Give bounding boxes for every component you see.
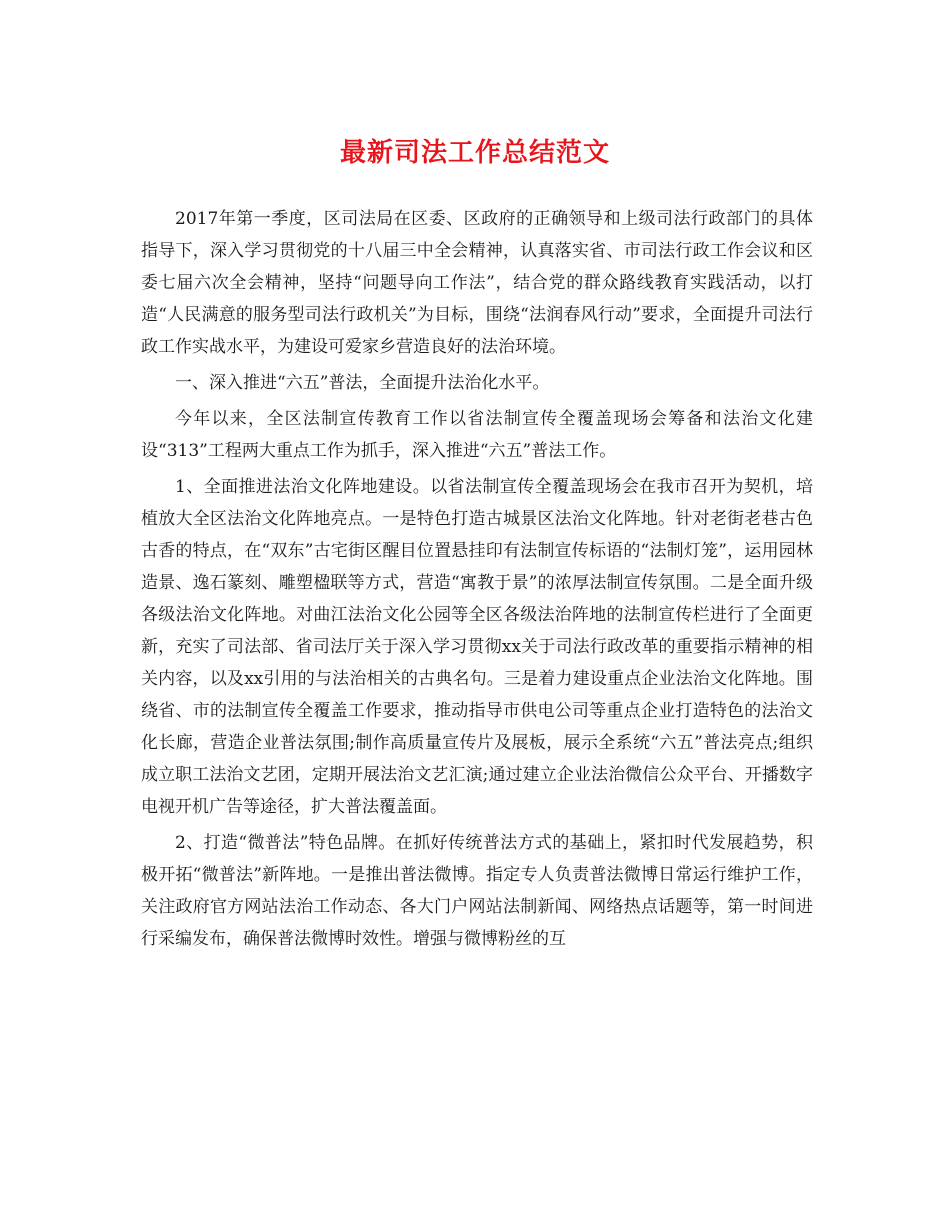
document-body [141,203,813,959]
paragraph-item-1: 1、全面推进法治文化阵地建设。以省法制宣传全覆盖现场会在我市召开为契机，培植放大全区法治文化阵地亮点。一是特色打造古城景区法治文化阵地。针对老街老巷古色古香的特点，在“双东”古宅街区醒目位置悬挂印有法制宣传标语的“法制灯笼”，运用园林造景、逸石篆刻、雕塑楹联等方式，营造“寓教于景”的浓厚法制宣传氛围。二是全面升级各级法治文化阵地。对曲江法治文化公园等全区各级法治阵地的法制宣传栏进行了全面更新，充实了司法部、省司法厅关于深入学习贯彻xx关于司法行政改革的重要指示精神的相关内容，以及xx引用的与法治相关的古典名句。三是着力建设重点企业法治文化阵地。围绕省、市的法制宣传全覆盖工作要求，推动指导市供电公司等重点企业打造特色的法治文化长廊，营造企业普法氛围;制作高质量宣传片及展板，展示全系统“六五”普法亮点;组织成立职工法治文艺团，定期开展法治文艺汇演;通过建立企业法治微信公众平台、开播数字电视开机广告等途径，扩大普法覆盖面。 [141,477,813,817]
paragraph-intro: 2017年第一季度，区司法局在区委、区政府的正确领导和上级司法行政部门的具体指导下，深入学习贯彻党的十八届三中全会精神，认真落实省、市司法行政工作会议和区委七届六次全会精神，坚持“问题导向工作法”，结合党的群众路线教育实践活动，以打造“人民满意的服务型司法行政机关”为目标，围绕“法润春风行动”要求，全面提升司法行政工作实战水平，为建设可爱家乡营造良好的法治环境。 [141,209,813,357]
paragraph-section-1-intro: 今年以来，全区法制宣传教育工作以省法制宣传全覆盖现场会筹备和法治文化建设“313”工程两大重点工作为抓手，深入推进“六五”普法工作。 [141,409,813,461]
document-title: 最新司法工作总结范文 [339,138,610,168]
paragraph-item-2: 2、打造“微普法”特色品牌。在抓好传统普法方式的基础上，紧扣时代发展趋势，积极开拓“微普法”新阵地。一是推出普法微博。指定专人负责普法微博日常运行维护工作，关注政府官方网站法治工作动态、各大门户网站法制新闻、网络热点话题等，第一时间进行采编发布，确保普法微博时效性。增强与微博粉丝的互 [141,833,813,949]
section-heading-1: 一、深入推进“六五”普法，全面提升法治化水平。 [175,373,550,393]
